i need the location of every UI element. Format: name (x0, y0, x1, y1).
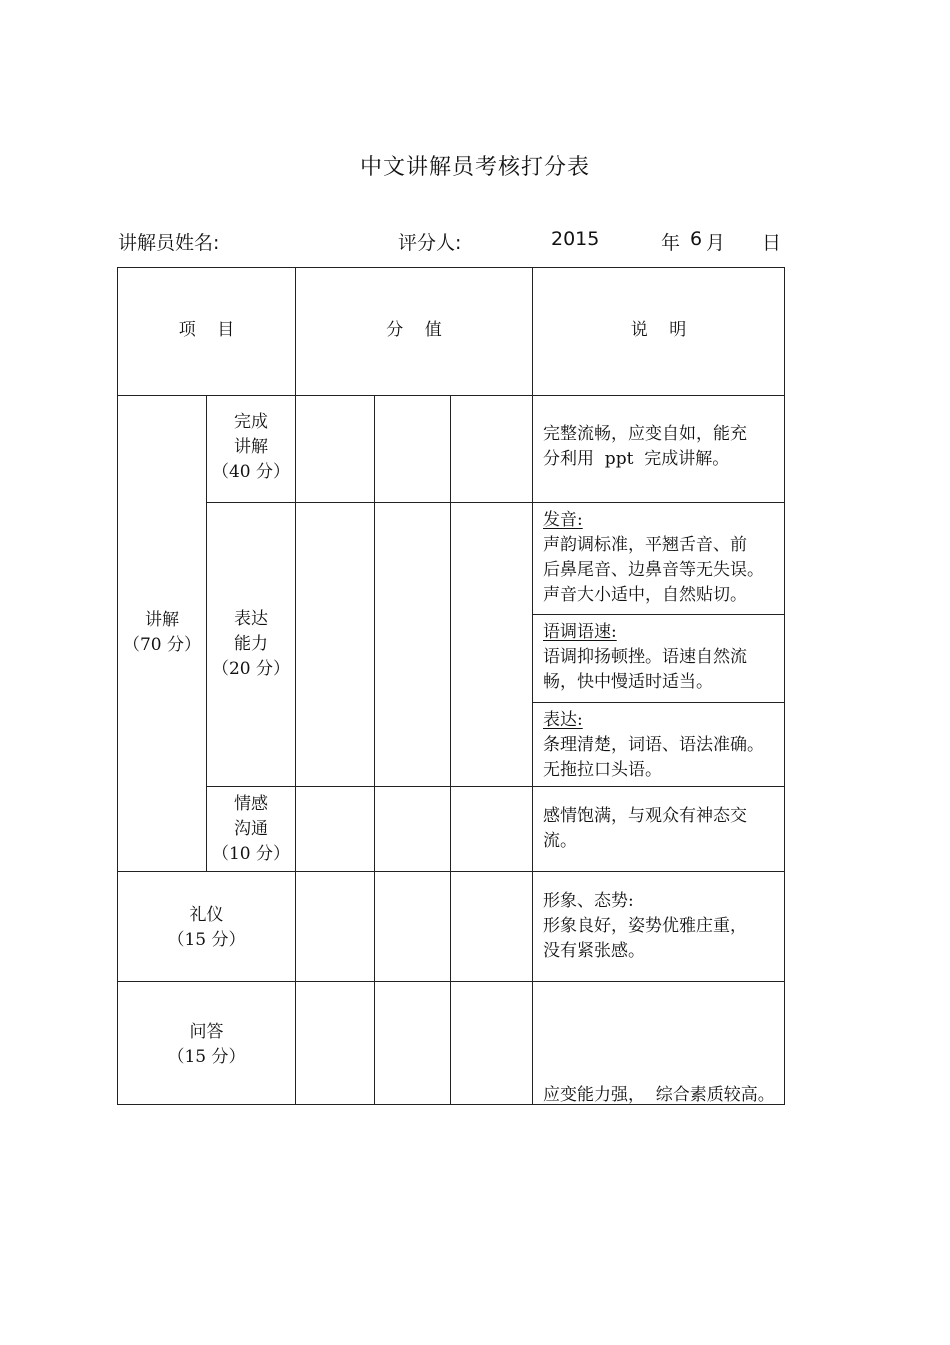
section-lecture-points: （70 分） (122, 635, 202, 655)
desc-line: 畅，快中慢适时适当。 (543, 672, 713, 692)
date-month-unit: 月 (706, 232, 726, 254)
desc-heading: 表达: (543, 710, 583, 730)
section-etiquette-points: （15 分） (167, 930, 246, 950)
desc-line: 声音大小适中，自然贴切。 (543, 585, 747, 605)
divider-header (117, 395, 785, 396)
desc-line: 语调抑扬顿挫。语速自然流 (543, 647, 747, 667)
desc-complete-lecture (543, 422, 779, 472)
subitem-name-line-2: 能力 (234, 634, 268, 654)
subitem-name-line-2: 沟通 (234, 819, 268, 839)
document-title: 中文讲解员考核打分表 (359, 155, 590, 180)
desc-heading: 发音: (543, 510, 583, 530)
subitem-name-line-1: 情感 (234, 794, 268, 814)
divider-row-1 (206, 502, 785, 503)
date-day-unit: 日 (762, 232, 782, 254)
desc-pronunciation (543, 508, 779, 608)
table-border-right (784, 267, 785, 1105)
subitem-points: （20 分） (211, 659, 291, 679)
subitem-complete-lecture (207, 410, 295, 485)
desc-line: 形象、态势: (543, 891, 634, 911)
date-year-unit: 年 (661, 232, 681, 254)
desc-heading: 语调语速: (543, 622, 617, 642)
section-etiquette-label (118, 903, 295, 953)
desc-line: 条理清楚，词语、语法准确。 (543, 735, 764, 755)
desc-expression (543, 708, 779, 783)
desc-line: 形象良好，姿势优雅庄重， (543, 916, 747, 936)
date-year: 2015 (551, 228, 600, 250)
subitem-name-line-1: 完成 (234, 412, 268, 432)
desc-line: 后鼻尾音、边鼻音等无失误。 (543, 560, 764, 580)
subitem-name-line-2: 讲解 (234, 437, 268, 457)
section-qa-label (118, 1020, 295, 1070)
date-month: 6 (690, 228, 703, 250)
desc-emotional-communication (543, 804, 779, 854)
column-header-item: 项 目 (178, 320, 235, 340)
table-border-top (117, 267, 785, 268)
column-header-score: 分 值 (386, 320, 442, 340)
examinee-name-label: 讲解员姓名: (118, 232, 220, 254)
subitem-expression-ability (207, 607, 295, 682)
desc-qa (543, 1033, 779, 1133)
divider-item-score (295, 267, 296, 1105)
section-qa-points: （15 分） (167, 1047, 246, 1067)
divider-lecture-etiquette (117, 871, 785, 872)
desc-line: 流。 (543, 831, 577, 851)
section-lecture-name: 讲解 (145, 610, 179, 630)
desc-line: 声韵调标准，平翘舌音、前 (543, 535, 747, 555)
desc-line: 感情饱满，与观众有神态交 (543, 806, 747, 826)
desc-line: 应变能力强， 综合素质较高。 (543, 1085, 775, 1105)
table-border-left (117, 267, 118, 1105)
subitem-points: （40 分） (211, 462, 291, 482)
divider-score-note (532, 267, 533, 1105)
desc-line: 无拖拉口头语。 (543, 760, 662, 780)
divider-pron-intonation (532, 614, 785, 615)
desc-line: 没有紧张感。 (543, 941, 645, 961)
desc-line: 完整流畅，应变自如，能充 (543, 424, 747, 444)
section-lecture-label (118, 608, 206, 658)
divider-etiquette-qa (117, 981, 785, 982)
subitem-points: （10 分） (211, 844, 291, 864)
divider-row-2 (206, 786, 785, 787)
section-qa-name: 问答 (189, 1022, 224, 1042)
desc-etiquette (543, 889, 779, 964)
desc-line: 分利用 ppt 完成讲解。 (543, 449, 730, 469)
column-header-note: 说 明 (630, 320, 687, 340)
desc-intonation-speed (543, 620, 779, 695)
section-etiquette-name: 礼仪 (189, 905, 224, 925)
divider-intonation-expression (532, 702, 785, 703)
subitem-emotional-communication (207, 792, 295, 867)
subitem-name-line-1: 表达 (234, 609, 268, 629)
rater-label: 评分人: (398, 232, 462, 254)
